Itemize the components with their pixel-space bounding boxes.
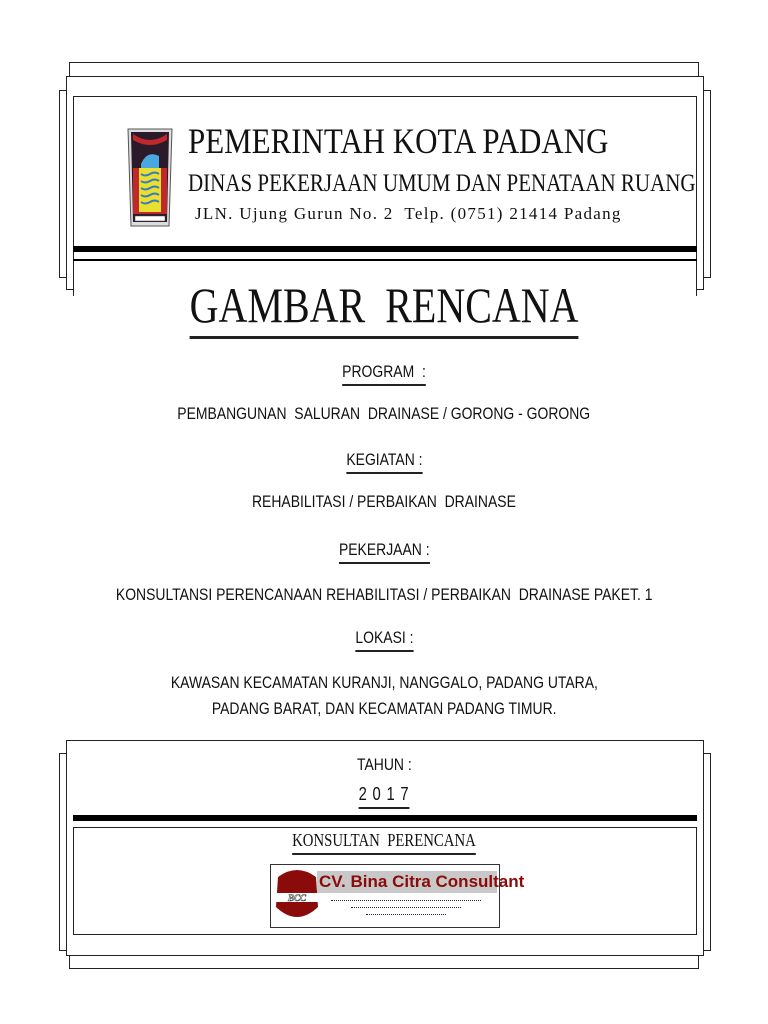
pekerjaan-label-wrap	[0, 540, 768, 564]
program-label-wrap	[0, 362, 768, 386]
header-divider-thin	[73, 259, 697, 261]
lokasi-value-line1: KAWASAN KECAMATAN KURANJI, NANGGALO, PADANG UTARA,	[170, 673, 598, 692]
pekerjaan-value: KONSULTANSI PERENCANAAN REHABILITASI / PERBAIKAN DRAINASE PAKET. 1	[115, 585, 653, 604]
year-label: TAHUN :	[356, 755, 412, 774]
header-line1: PEMERINTAH KOTA PADANG	[188, 121, 609, 161]
title-wrap	[0, 276, 768, 339]
program-value: PEMBANGUNAN SALURAN DRAINASE / GORONG - GORONG	[177, 404, 591, 423]
kegiatan-value-wrap	[0, 492, 768, 512]
svg-text:BCC: BCC	[287, 893, 307, 903]
padang-city-logo	[127, 128, 173, 228]
lokasi-label-wrap	[0, 628, 768, 652]
consultant-name: CV. Bina Citra Consultant	[319, 872, 525, 891]
pekerjaan-value-wrap	[0, 585, 768, 605]
pekerjaan-label: PEKERJAAN :	[339, 540, 430, 564]
kegiatan-value: REHABILITASI / PERBAIKAN DRAINASE	[252, 492, 516, 511]
document-title: GAMBAR RENCANA	[190, 276, 579, 339]
lokasi-label: LOKASI :	[355, 628, 413, 652]
consultant-details	[331, 897, 481, 916]
kegiatan-label: KEGIATAN :	[346, 450, 422, 474]
year-value: 2 0 1 7	[359, 784, 410, 809]
consultant-heading-wrap	[0, 830, 768, 855]
year-value-wrap	[0, 784, 768, 809]
lokasi-value-1-wrap	[0, 673, 768, 693]
bcc-emblem	[274, 867, 320, 925]
header-divider-thick	[73, 246, 697, 252]
footer-inner-fill	[73, 742, 697, 822]
program-value-wrap	[0, 404, 768, 424]
header-line2: DINAS PEKERJAAN UMUM DAN PENATAAN RUANG	[188, 170, 696, 197]
year-label-wrap	[0, 755, 768, 775]
lokasi-value-line2: PADANG BARAT, DAN KECAMATAN PADANG TIMUR.	[211, 699, 557, 718]
consultant-heading: KONSULTAN PERENCANA	[292, 830, 476, 855]
kegiatan-label-wrap	[0, 450, 768, 474]
header-line3: JLN. Ujung Gurun No. 2 Telp. (0751) 21414 Padang	[195, 204, 622, 223]
program-label: PROGRAM :	[342, 362, 426, 386]
consultant-logo	[270, 864, 525, 928]
footer-divider-thick	[73, 815, 697, 821]
lokasi-value-2-wrap	[0, 699, 768, 719]
